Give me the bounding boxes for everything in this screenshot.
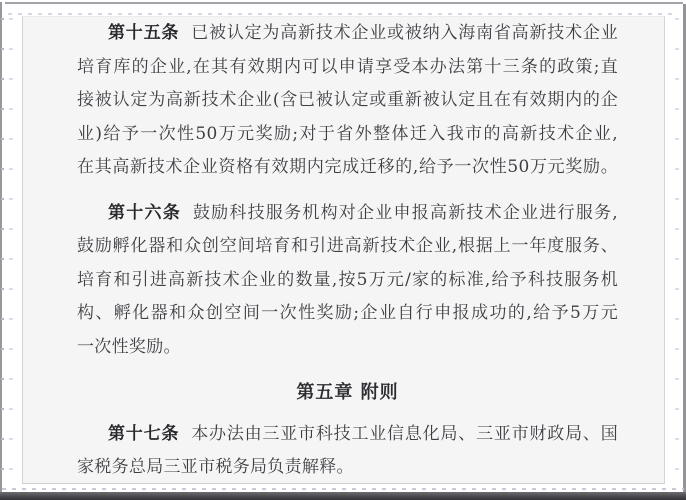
article-15-label: 第十五条	[108, 23, 180, 43]
article-15-text: 已被认定为高新技术企业或被纳入海南省高新技术企业	[191, 23, 618, 43]
document-page	[22, 16, 665, 484]
photo-shadow-band	[0, 492, 686, 500]
dotted-border-outer-left	[1, 18, 4, 484]
text-line	[77, 17, 618, 51]
text-line	[77, 418, 618, 452]
text-line	[77, 197, 618, 231]
article-17-text: 本办法由三亚市科技工业信息化局、三亚市财政局、国	[191, 423, 618, 444]
article-17-paragraph	[77, 418, 618, 485]
article-16-label: 第十六条	[108, 202, 181, 223]
dotted-border-right	[675, 18, 679, 484]
photo-edge-top	[5, 2, 683, 4]
article-17-label: 第十七条	[108, 423, 180, 444]
text-line: 构、孵化器和众创空间一次性奖励;企业自行申报成功的,给予5万元	[77, 303, 618, 323]
text-line: 家税务总局三亚市税务局负责解释。	[77, 457, 354, 477]
text-line: 接被认定为高新技术企业(含已被认定或重新被认定且在有效期内的企	[77, 90, 618, 110]
text-line: 在其高新技术企业资格有效期内完成迁移的,给予一次性50万元奖励。	[77, 157, 618, 177]
dotted-border-bottom	[2, 488, 684, 490]
text-line: 鼓励孵化器和众创空间培育和引进高新技术企业,根据上一年度服务、	[77, 236, 618, 256]
chapter-heading: 第五章 附则	[296, 382, 399, 403]
dotted-border-top	[8, 13, 678, 15]
text-line: 业)给予一次性50万元奖励;对于省外整体迁入我市的高新技术企业,	[77, 123, 618, 144]
article-15-paragraph	[77, 17, 618, 185]
article-16-text: 鼓励科技服务机构对企业申报高新技术企业进行服务,	[192, 202, 618, 223]
text-line: 一次性奖励。	[77, 336, 181, 357]
text-line: 培育和引进高新技术企业的数量,按5万元/家的标准,给予科技服务机	[77, 269, 618, 290]
article-16-paragraph	[77, 197, 618, 365]
text-line: 培育库的企业,在其有效期内可以申请享受本办法第十三条的政策;直	[77, 56, 618, 77]
dotted-border-left	[9, 18, 13, 484]
